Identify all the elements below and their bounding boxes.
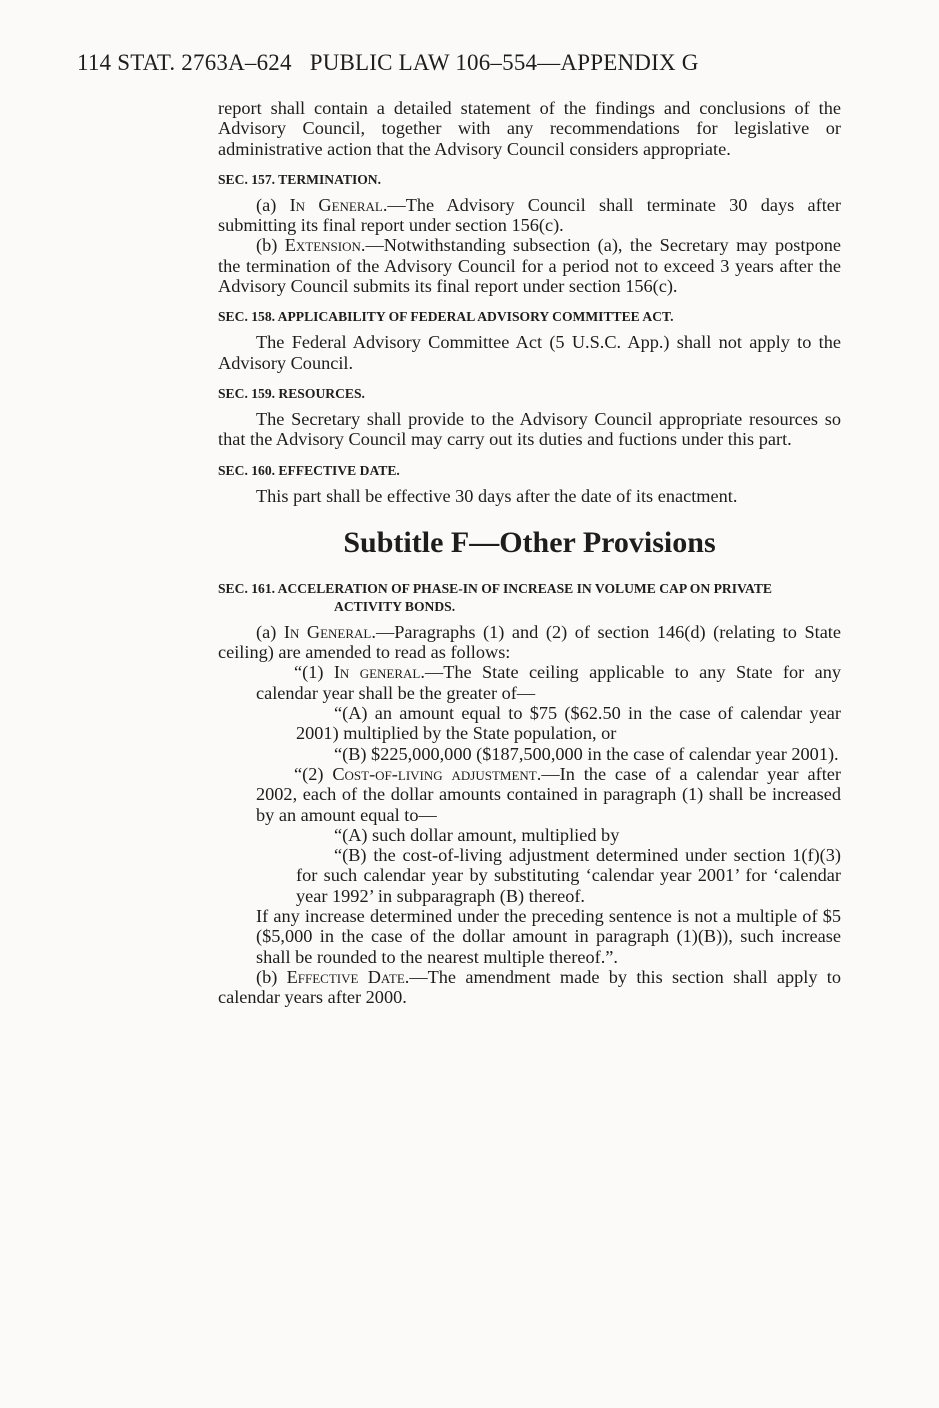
subsection-caption: In General. — [289, 194, 388, 215]
subparagraph-text: “(A) an amount equal to $75 ($62.50 in the case of calendar year 2001) multiplied by the State population, or — [296, 703, 841, 744]
subsection-lead: (b) — [256, 966, 287, 987]
paragraph-text: —The State ceiling applicable to any State for any calendar year shall be the greater of— — [256, 662, 841, 703]
paragraph-caption: Cost-of-living adjustment. — [332, 763, 542, 784]
paragraph-lead: “(2) — [294, 763, 333, 784]
quoted-paragraph-2-text — [256, 764, 841, 825]
quoted-subparagraph-2A — [296, 825, 841, 845]
quoted-subparagraph-1B — [296, 744, 841, 764]
paragraph-caption: In general. — [333, 662, 425, 683]
subparagraph-text: “(B) $225,000,000 ($187,500,000 in the case of calendar year 2001). — [334, 743, 839, 764]
paragraph-text: —In the case of a calendar year after 2002, each of the dollar amounts contained in paragraph (1) shall be increased by an amount equal to— — [256, 763, 841, 825]
subtitle-heading: Subtitle F—Other Provisions — [343, 525, 716, 559]
section-158-heading: SEC. 158. APPLICABILITY OF FEDERAL ADVISORY COMMITTEE ACT. — [218, 309, 674, 325]
subsection-lead: (a) — [256, 194, 290, 215]
flush-language-text: If any increase determined under the preceding sentence is not a multiple of $5 ($5,000 in the case of the dollar amount in paragraph (1)(B)), such increase shall be rounded to the nearest multiple thereof.”. — [256, 906, 841, 967]
section-161-a — [218, 622, 841, 663]
section-157-b — [218, 235, 841, 296]
subsection-text: —The amendment made by this section shall apply to calendar years after 2000. — [218, 966, 842, 1008]
subsection-text: —The Advisory Council shall terminate 30 days after submitting its final report under section 156(c). — [218, 194, 841, 236]
quoted-paragraph-1 — [256, 662, 841, 703]
subsection-text: —Notwithstanding subsection (a), the Secretary may postpone the termination of the Advisory Council for a period not to exceed 3 years after the Advisory Council submits its final report under section 156(c). — [218, 235, 841, 297]
law-title: PUBLIC LAW 106–554—APPENDIX G — [309, 50, 699, 75]
section-157-a — [218, 195, 841, 236]
subsection-lead: (a) — [256, 621, 284, 642]
section-160-text: This part shall be effective 30 days after the date of its enactment. — [256, 485, 738, 506]
section-161-b — [218, 967, 841, 1008]
flush-language — [256, 906, 841, 967]
quoted-subparagraph-2B — [296, 845, 841, 906]
quoted-subparagraph-1A — [296, 703, 841, 744]
subparagraph-text: “(B) the cost-of-living adjustment determined under section 1(f)(3) for such calendar year by substituting ‘calendar year 2001’ for ‘calendar year 1992’ in subparagraph (B) thereof. — [296, 845, 841, 906]
quoted-paragraph-2 — [256, 764, 841, 825]
section-159-heading: SEC. 159. RESOURCES. — [218, 385, 365, 401]
section-159-text: The Secretary shall provide to the Advisory Council appropriate resources so that the Advisory Council may carry out its duties and fuctions under this part. — [218, 408, 841, 450]
page-header — [77, 50, 699, 76]
section-161-heading: SEC. 161. ACCELERATION OF PHASE-IN OF INCREASE IN VOLUME CAP ON PRIVATE ACTIVITY BONDS. — [218, 580, 772, 614]
subsection-caption: In General. — [283, 621, 376, 642]
subsection-text: —Paragraphs (1) and (2) of section 146(d) (relating to State ceiling) are amended to read as follows: — [218, 621, 841, 663]
statute-citation: 114 STAT. 2763A–624 — [77, 50, 292, 75]
document-body — [218, 98, 841, 1008]
subsection-lead: (b) — [256, 235, 285, 256]
section-160-heading: SEC. 160. EFFECTIVE DATE. — [218, 462, 400, 478]
subsection-caption: Effective Date. — [286, 966, 410, 987]
paragraph-intro: report shall contain a detailed statement of the findings and conclusions of the Advisory Council, together with any recommendations for legislative or administrative action that the Advisory Council considers appropriate. — [218, 98, 841, 159]
quoted-paragraph-1-text — [256, 662, 841, 703]
section-158-text: The Federal Advisory Committee Act (5 U.S.C. App.) shall not apply to the Advisory Council. — [218, 332, 841, 373]
section-157-heading: SEC. 157. TERMINATION. — [218, 171, 382, 187]
subsection-caption: Extension. — [284, 235, 366, 256]
paragraph-lead: “(1) — [294, 662, 334, 683]
subparagraph-text: “(A) such dollar amount, multiplied by — [334, 824, 620, 845]
